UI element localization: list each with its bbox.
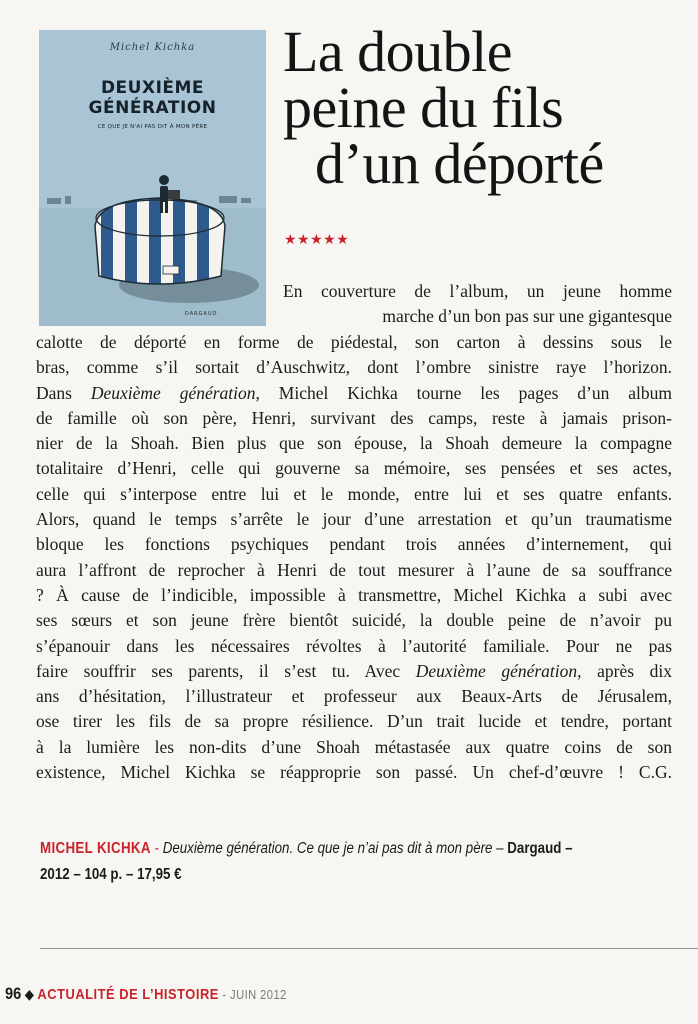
reference-separator: - — [150, 840, 163, 857]
book-reference — [40, 836, 676, 888]
intro-line: En couverture de l’album, un jeune homme — [283, 281, 672, 301]
body-line: de famille où son père, Henri, survivant des camps, reste à jamais prison- — [36, 407, 672, 428]
body-line: faire souffrir ses parents, il s’est tu. Avec Deuxième génération, après dix — [36, 660, 673, 681]
diamond-icon: ◆ — [24, 986, 34, 1002]
body-line: ans d’hésitation, l’illustrateur et professeur aux Beaux-Arts de Jérusalem, — [36, 686, 672, 707]
headline-line2: peine du fils — [283, 75, 564, 140]
body-line: totalitaire d’Henri, celle qui gouverne sa mémoire, ses pensées et ses actes, — [36, 458, 672, 479]
star-rating: ★★★★★ — [284, 232, 350, 248]
cover-publisher: DARGAUD — [185, 311, 218, 317]
cover-author: Michel Kichka — [109, 42, 196, 53]
body-line: celle qui s’interpose entre lui et le monde, entre lui et ses quatre enfants. — [36, 483, 672, 504]
headline-line1: La double — [283, 19, 513, 84]
reference-details: 2012 – 104 p. – 17,95 € — [40, 866, 182, 883]
page-number: 96 — [5, 984, 22, 1003]
cover-illustration — [39, 30, 266, 326]
body-line: nier de la Shoah. Bien plus que son épouse, la Shoah demeure la compagne — [36, 433, 672, 454]
footer-divider — [40, 948, 698, 949]
reference-publisher: Dargaud – — [507, 840, 573, 857]
intro-line: marche d’un bon pas sur une gigantesque — [382, 306, 672, 327]
headline-line3: d’un déporté — [315, 131, 604, 196]
body-line: bras, comme s’il sortait d’Auschwitz, dont l’ombre sinistre raye l’horizon. — [36, 357, 672, 378]
body-line: à la lumière les non-dits d’une Shoah métastasée aux quatre coins de son — [36, 736, 672, 757]
body-line: ose tirer les fils de sa propre résilience. D’un trait lucide et tendre, portant — [36, 711, 672, 732]
body-line: ses sœurs et son jeune frère bientôt suicidé, la double peine de n’avoir pu — [36, 610, 672, 631]
cover-title-line1: DEUXIÈME — [100, 78, 205, 98]
book-title-mention: Deuxième génération — [415, 660, 578, 681]
body-line: s’épanouir dans les nécessaires révoltes à l’autorité familiale. Pour ne pas — [36, 635, 672, 656]
reference-separator: – — [492, 840, 508, 857]
article-intro — [283, 279, 672, 330]
body-line: bloque les fonctions psychiques pendant trois années d’internement, qui — [36, 534, 672, 555]
reference-title: Deuxième génération. Ce que je n’ai pas dit à mon père — [162, 840, 493, 857]
page-footer — [5, 984, 287, 1004]
article-body — [36, 330, 672, 785]
body-line: Dans Deuxième génération, Michel Kichka tourne les pages d’un album — [36, 382, 673, 403]
magazine-name: ACTUALITÉ DE L’HISTOIRE — [37, 986, 219, 1003]
article-headline — [283, 19, 683, 196]
cover-title-line2: GÉNÉRATION — [88, 98, 217, 118]
book-title-mention: Deuxième génération — [90, 382, 256, 403]
reference-author: MICHEL KICHKA — [40, 840, 151, 857]
cover-subtitle: CE QUE JE N'AI PAS DIT À MON PÈRE — [97, 124, 208, 130]
book-cover-image — [39, 30, 266, 326]
body-line: existence, Michel Kichka se réapproprie son passé. Un chef-d’œuvre ! C.G. — [36, 762, 672, 783]
issue-date: - JUIN 2012 — [222, 987, 287, 1002]
body-line: Alors, quand le temps s’arrête le jour d’une arrestation et qu’un traumatisme — [36, 509, 672, 530]
body-line: aura l’affront de reprocher à Henri de tout mesurer à l’aune de sa souffrance — [36, 559, 672, 580]
body-line: ? À cause de l’indicible, impossible à transmettre, Michel Kichka a subi avec — [36, 584, 672, 605]
body-line: calotte de déporté en forme de piédestal, son carton à dessins sous le — [36, 332, 672, 352]
